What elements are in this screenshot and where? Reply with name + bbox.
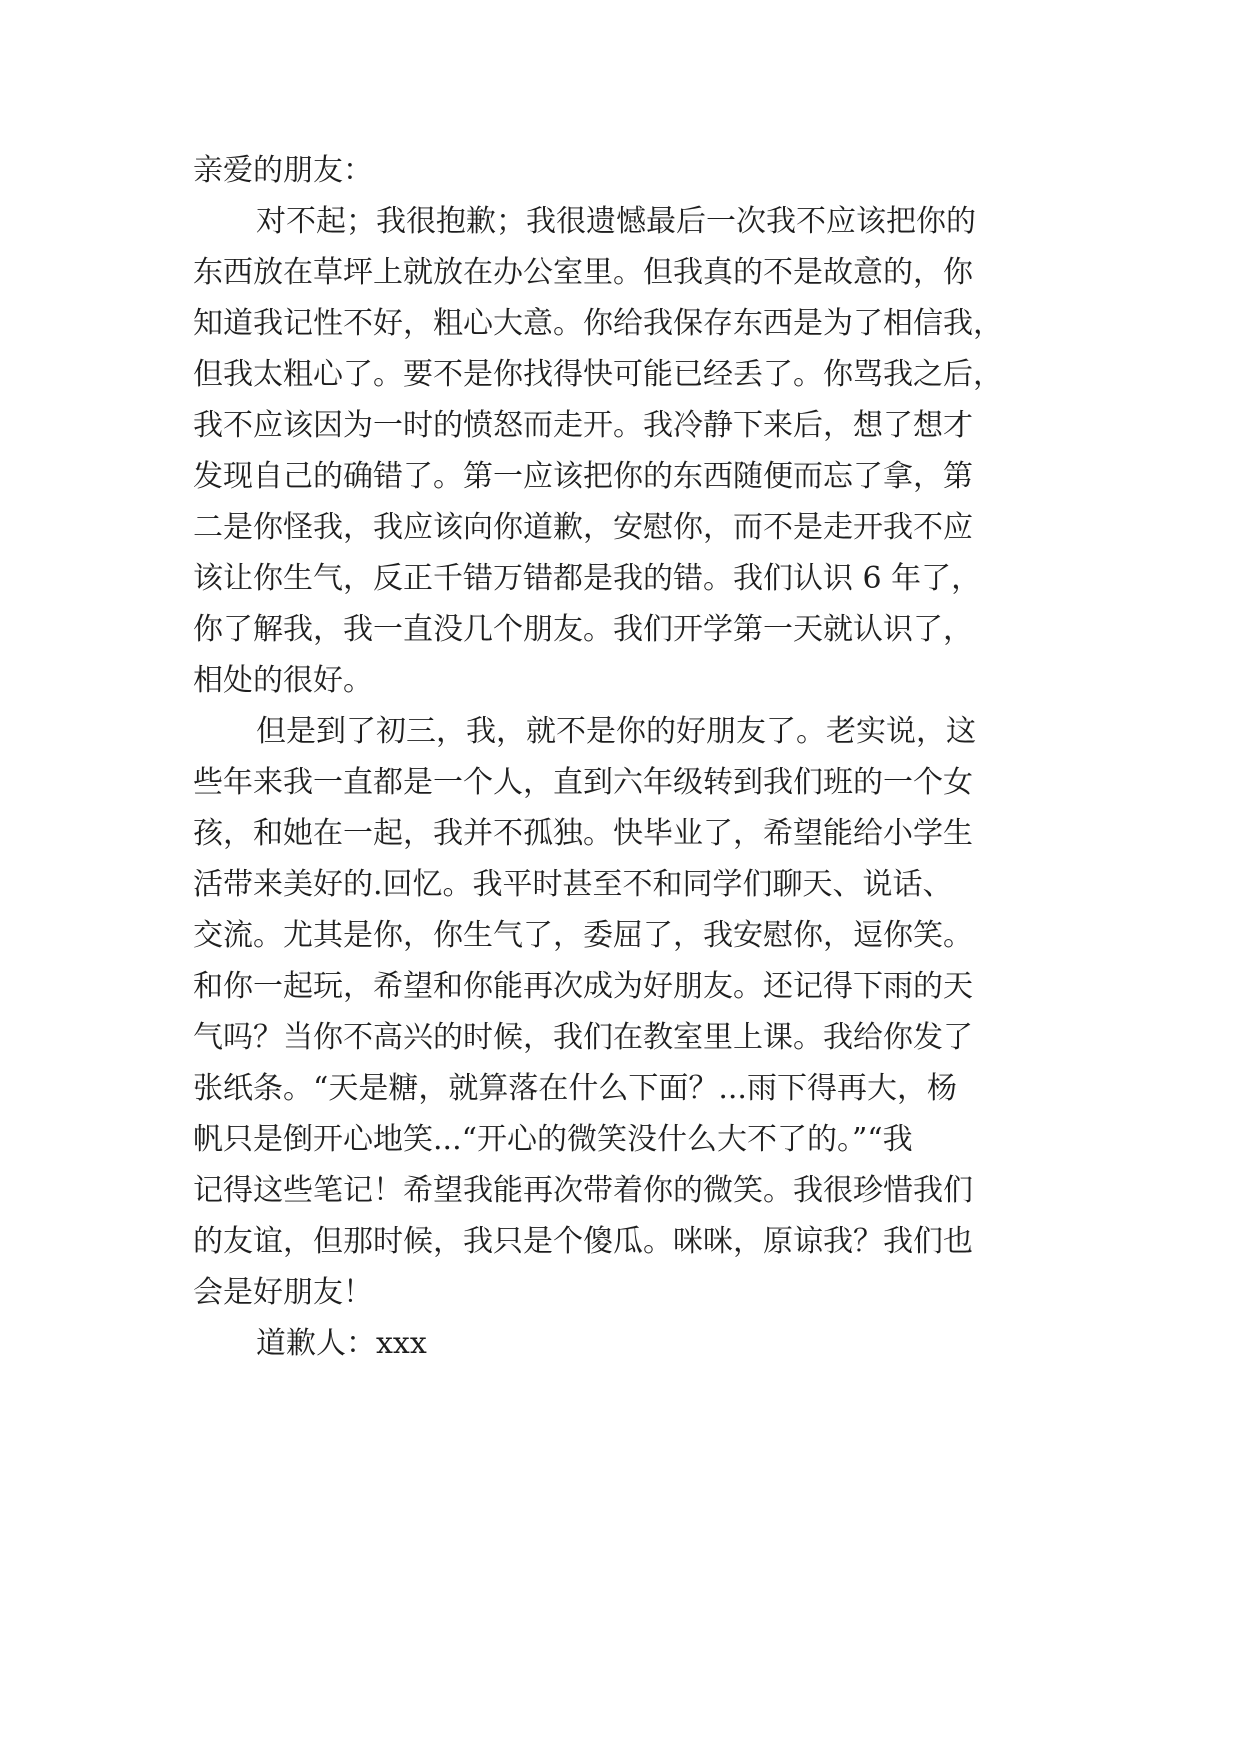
paragraph-1-line: 二是你怪我，我应该向你道歉，安慰你，而不是走开我不应	[193, 510, 973, 545]
paragraph-1-line: 对不起；我很抱歉；我很遗憾最后一次我不应该把你的	[256, 204, 976, 239]
paragraph-1-line: 但我太粗心了。要不是你找得快可能已经丢了。你骂我之后，	[193, 357, 1003, 392]
paragraph-2-line: 些年来我一直都是一个人，直到六年级转到我们班的一个女	[193, 765, 973, 800]
paragraph-2-line: 气吗？当你不高兴的时候，我们在教室里上课。我给你发了	[193, 1020, 973, 1055]
paragraph-2-line: 的友谊，但那时候，我只是个傻瓜。咪咪，原谅我？我们也	[193, 1224, 973, 1259]
paragraph-2-line: 交流。尤其是你，你生气了，委屈了，我安慰你，逗你笑。	[193, 918, 973, 953]
paragraph-1-line: 东西放在草坪上就放在办公室里。但我真的不是故意的，你	[193, 255, 973, 290]
paragraph-2-line: 会是好朋友！	[193, 1275, 373, 1310]
paragraph-2-line: 活带来美好的.回忆。我平时甚至不和同学们聊天、说话、	[193, 867, 953, 902]
paragraph-1-line: 你了解我，我一直没几个朋友。我们开学第一天就认识了，	[193, 612, 973, 647]
paragraph-1-line: 知道我记性不好，粗心大意。你给我保存东西是为了相信我，	[193, 306, 1003, 341]
paragraph-2-line: 孩，和她在一起，我并不孤独。快毕业了，希望能给小学生	[193, 816, 973, 851]
paragraph-1-line: 发现自己的确错了。第一应该把你的东西随便而忘了拿，第	[193, 459, 973, 494]
paragraph-1-line: 相处的很好。	[193, 663, 373, 698]
greeting-line: 亲爱的朋友：	[193, 153, 373, 188]
paragraph-2-line: 张纸条。“天是糖，就算落在什么下面？...雨下得再大，杨	[193, 1071, 957, 1106]
paragraph-2-line: 帆只是倒开心地笑...“开心的微笑没什么大不了的。”“我	[193, 1122, 913, 1157]
paragraph-2-line: 但是到了初三，我，就不是你的好朋友了。老实说，这	[256, 714, 976, 749]
paragraph-1-line: 该让你生气，反正千错万错都是我的错。我们认识 6 年了，	[193, 561, 982, 596]
paragraph-2-line: 和你一起玩，希望和你能再次成为好朋友。还记得下雨的天	[193, 969, 973, 1004]
signature-line: 道歉人：xxx	[256, 1326, 427, 1361]
paragraph-1-line: 我不应该因为一时的愤怒而走开。我冷静下来后，想了想才	[193, 408, 973, 443]
paragraph-2-line: 记得这些笔记！希望我能再次带着你的微笑。我很珍惜我们	[193, 1173, 973, 1208]
